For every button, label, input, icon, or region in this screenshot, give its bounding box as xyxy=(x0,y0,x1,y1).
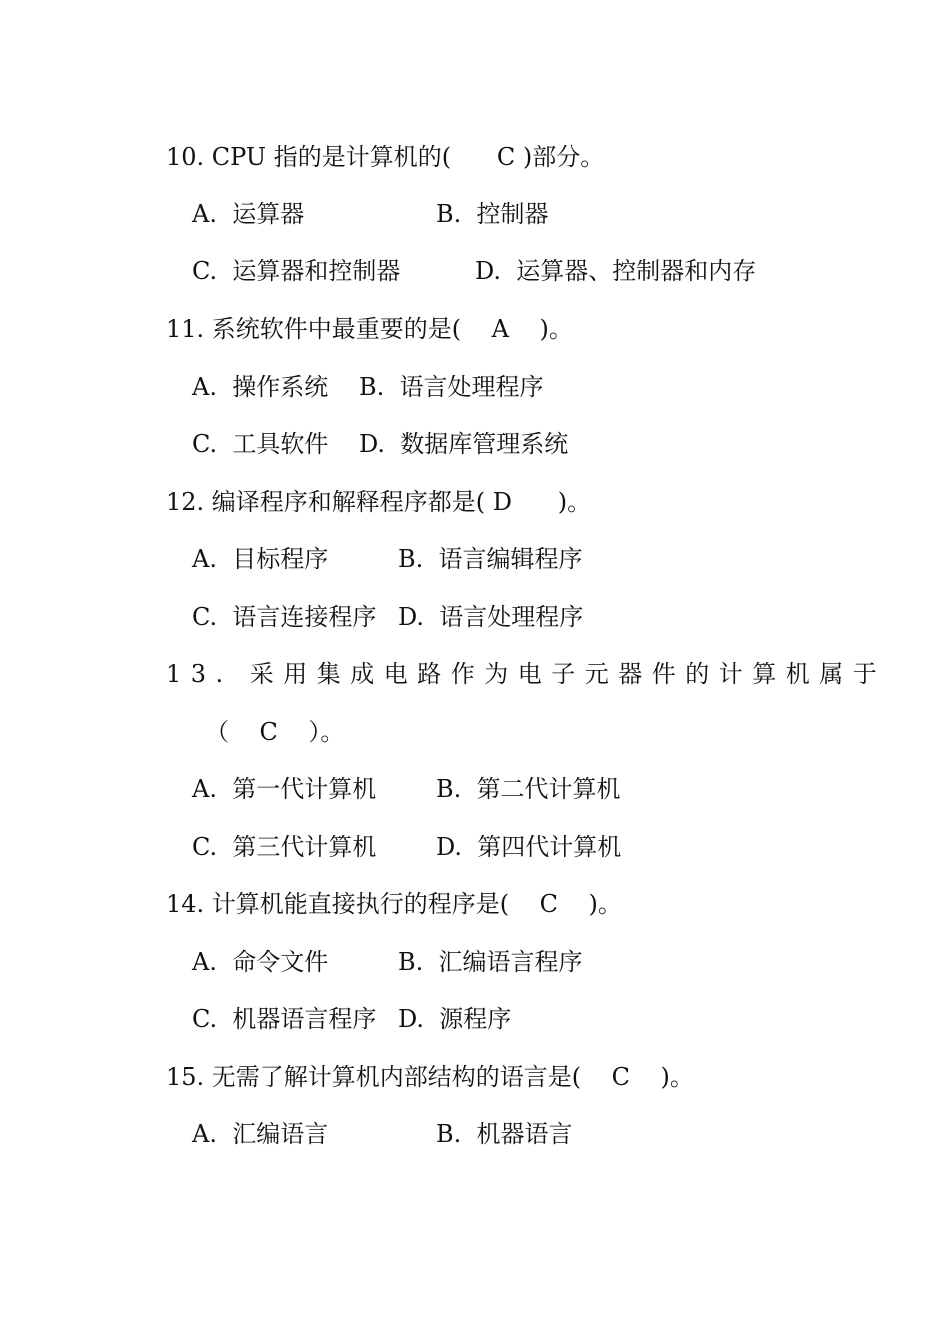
question-14-option-a: A. 命令文件 xyxy=(192,948,329,976)
question-11-option-c: C. 工具软件 xyxy=(192,430,329,458)
question-12-option-c: C. 语言连接程序 xyxy=(192,603,377,631)
question-11-option-a: A. 操作系统 xyxy=(192,373,329,401)
question-10-option-b: B. 控制器 xyxy=(436,200,549,228)
question-10-option-c: C. 运算器和控制器 xyxy=(192,257,401,285)
question-12-option-a: A. 目标程序 xyxy=(192,545,329,573)
question-15-stem: 15. 无需了解计算机内部结构的语言是( C )。 xyxy=(166,1063,694,1091)
question-13-stem-continuation: （ C ）。 xyxy=(205,718,345,746)
question-11-stem: 11. 系统软件中最重要的是( A )。 xyxy=(166,315,573,343)
question-13-option-d: D. 第四代计算机 xyxy=(436,833,622,861)
question-13-option-a: A. 第一代计算机 xyxy=(192,775,377,803)
question-10-option-d: D. 运算器、控制器和内存 xyxy=(475,257,757,285)
question-14-stem: 14. 计算机能直接执行的程序是( C )。 xyxy=(166,890,622,918)
question-11-option-d: D. 数据库管理系统 xyxy=(359,430,569,458)
question-15-option-b: B. 机器语言 xyxy=(436,1120,573,1148)
question-11-option-b: B. 语言处理程序 xyxy=(359,373,544,401)
question-13-option-c: C. 第三代计算机 xyxy=(192,833,377,861)
question-14-option-d: D. 源程序 xyxy=(398,1005,512,1033)
question-13-stem: 13. 采用集成电路作为电子元器件的计算机属于 xyxy=(166,660,887,688)
question-13-option-b: B. 第二代计算机 xyxy=(436,775,621,803)
question-15-option-a: A. 汇编语言 xyxy=(192,1120,329,1148)
question-10-option-a: A. 运算器 xyxy=(192,200,305,228)
question-12-option-d: D. 语言处理程序 xyxy=(398,603,584,631)
question-12-stem: 12. 编译程序和解释程序都是( D )。 xyxy=(166,488,592,516)
question-10-stem: 10. CPU 指的是计算机的( C )部分。 xyxy=(166,143,605,171)
question-14-option-c: C. 机器语言程序 xyxy=(192,1005,377,1033)
question-12-option-b: B. 语言编辑程序 xyxy=(398,545,583,573)
question-14-option-b: B. 汇编语言程序 xyxy=(398,948,583,976)
